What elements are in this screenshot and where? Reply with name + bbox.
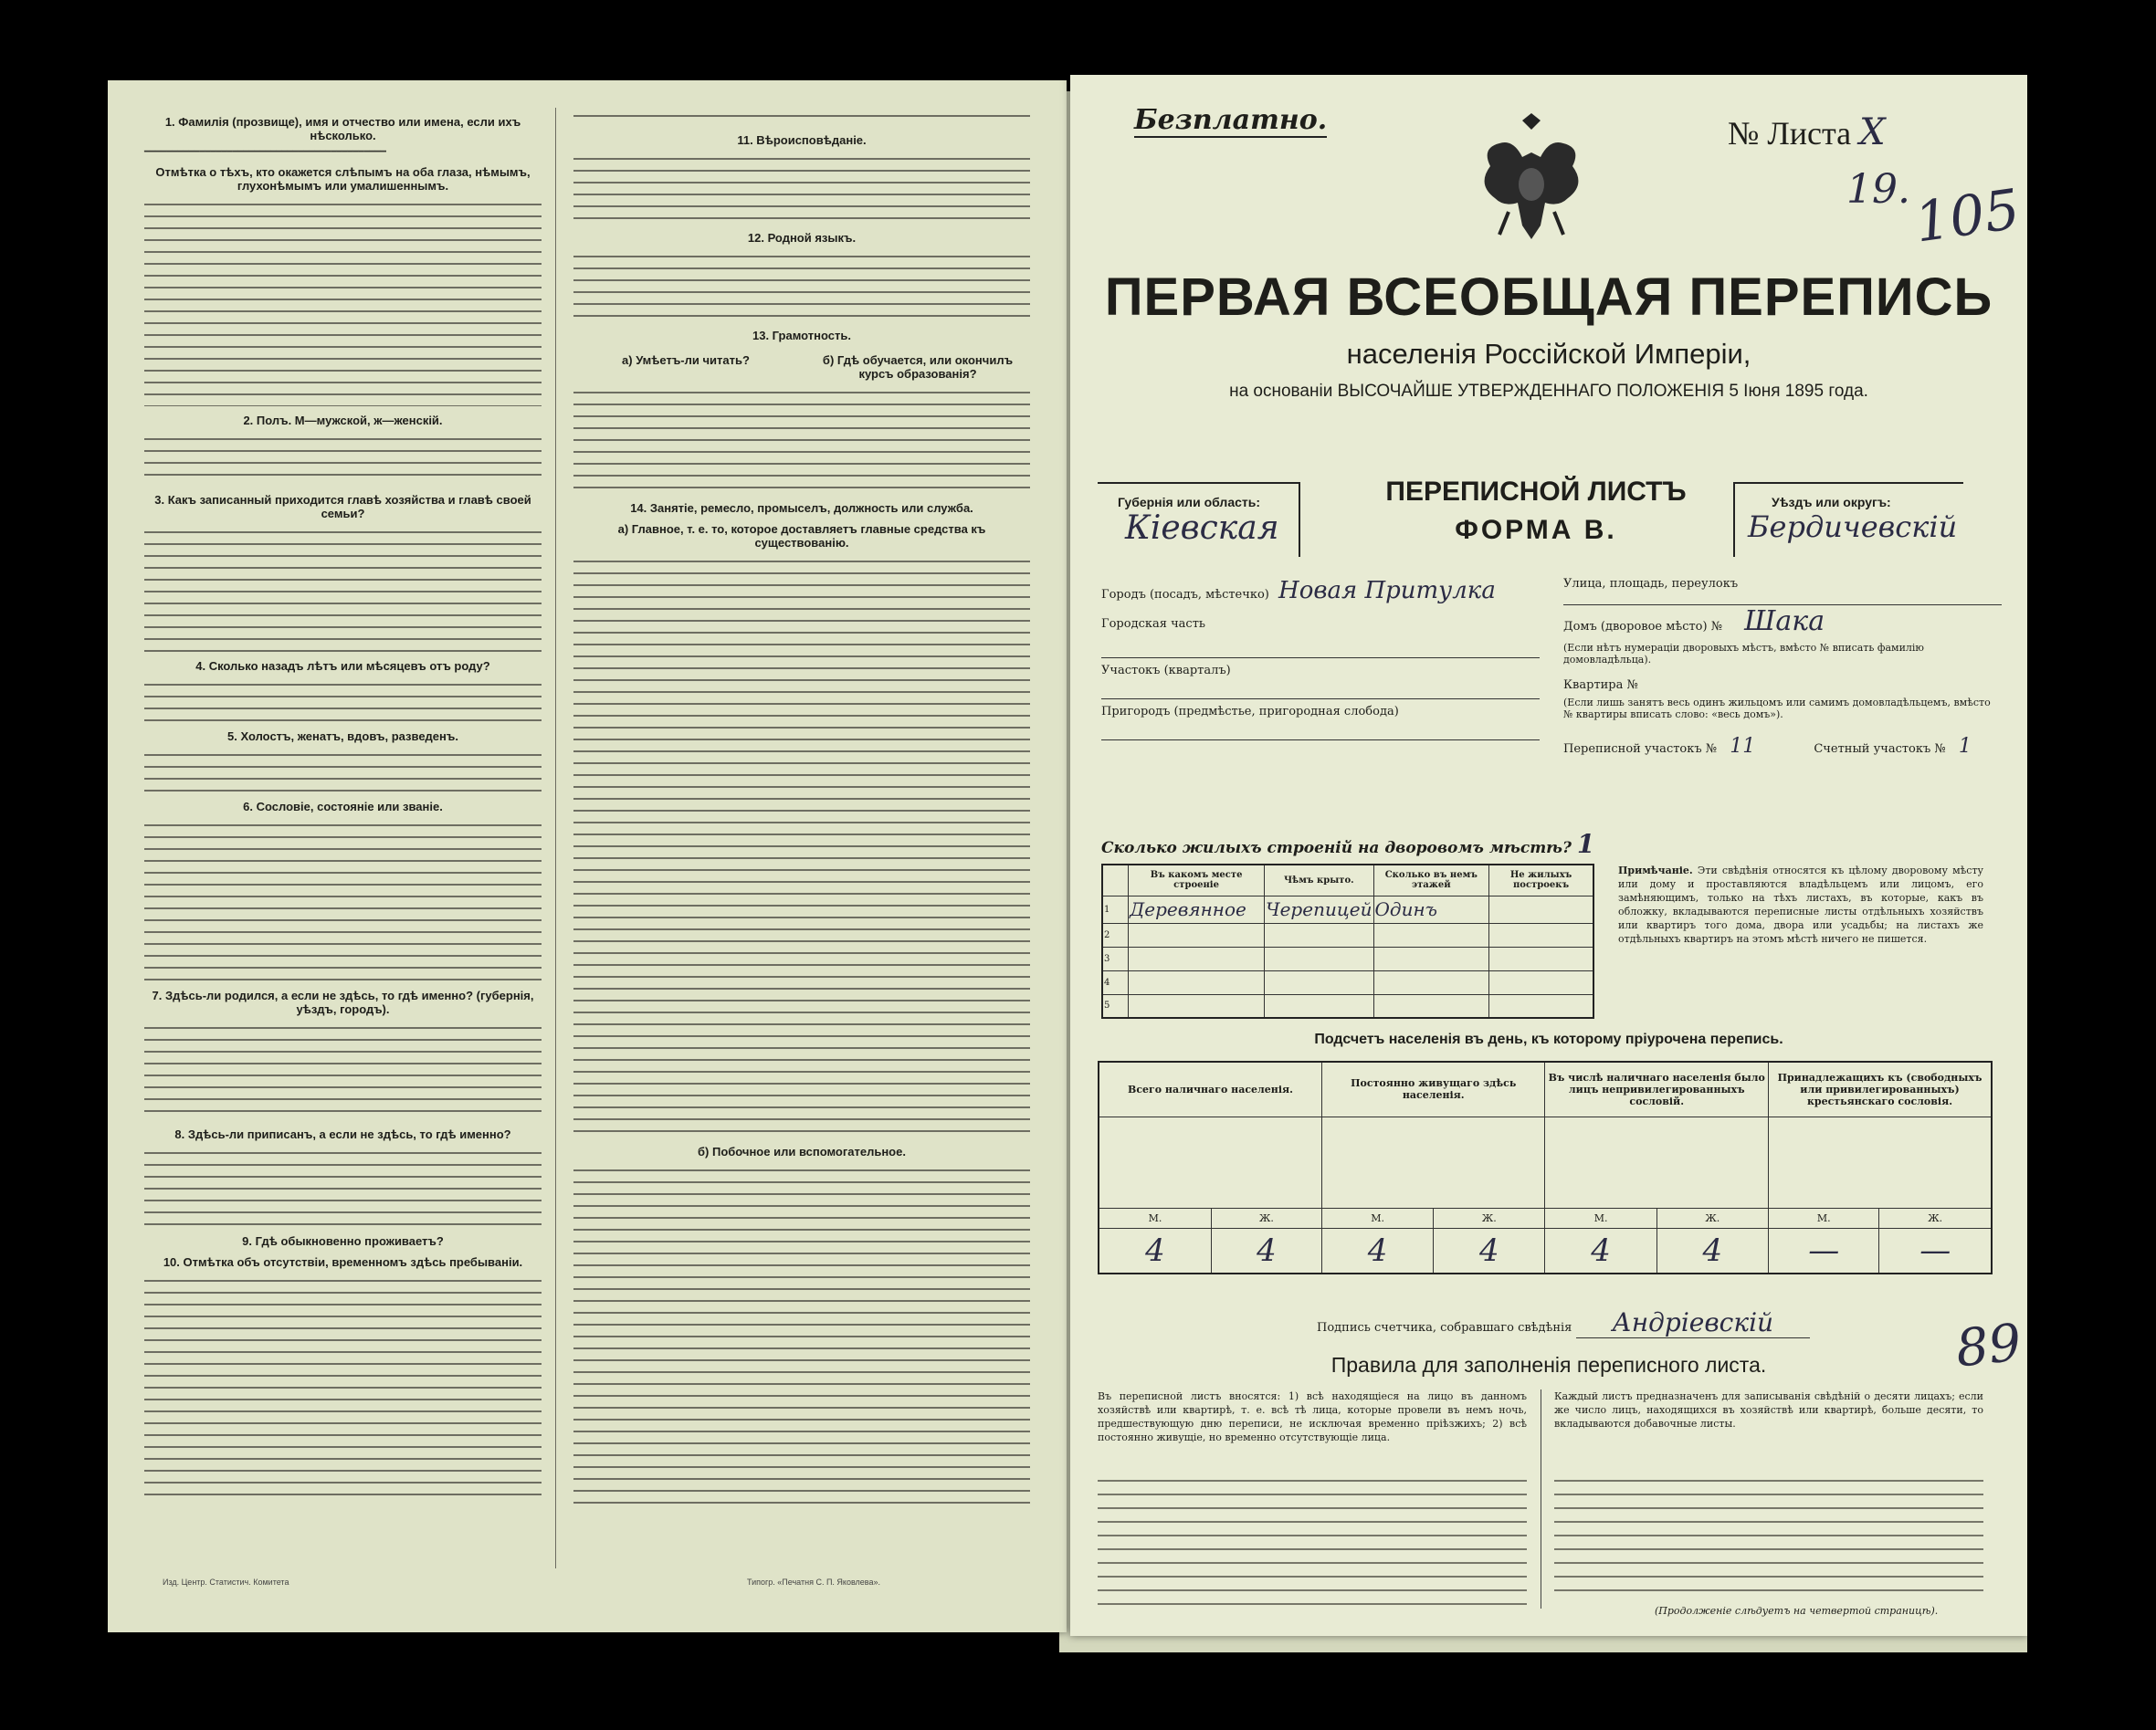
right-page bbox=[1070, 75, 2027, 1636]
sex-label: М. bbox=[1545, 1208, 1656, 1228]
table-cell[interactable] bbox=[1129, 994, 1265, 1018]
city-part-field[interactable] bbox=[1101, 617, 1540, 658]
count-header-row bbox=[1099, 1062, 1992, 1117]
printer-footer: Типогр. «Печатня С. П. Яковлева». bbox=[747, 1578, 880, 1587]
filler-text bbox=[144, 676, 542, 722]
count-value[interactable]: 4 bbox=[1211, 1228, 1321, 1274]
table-cell[interactable] bbox=[1373, 994, 1489, 1018]
sex-label: Ж. bbox=[1211, 1208, 1321, 1228]
census-district-value[interactable]: 11 bbox=[1730, 735, 1756, 758]
house-field[interactable] bbox=[1563, 605, 2002, 642]
row-number: 2 bbox=[1102, 923, 1129, 947]
filler-text bbox=[144, 1145, 542, 1227]
filler-text bbox=[573, 108, 1030, 126]
page-subtitle: населенія Россійской Имперіи, bbox=[1346, 338, 1751, 370]
filler-text bbox=[573, 384, 1030, 494]
house-note: (Если нѣтъ нумераціи дворовыхъ мѣстъ, вмѣсто № вписать фамилію домовладѣльца). bbox=[1563, 642, 1924, 666]
handwritten-margin-number: 89 bbox=[1952, 1313, 2025, 1379]
count-instruction-row bbox=[1099, 1117, 1992, 1208]
table-cell[interactable] bbox=[1265, 923, 1373, 947]
table-cell[interactable] bbox=[1373, 970, 1489, 994]
census-district-label: Переписной участокъ № bbox=[1563, 742, 1718, 756]
table-cell[interactable] bbox=[1265, 994, 1373, 1018]
suburb-field[interactable] bbox=[1101, 705, 1540, 740]
sheet-number-label: № Листа bbox=[1728, 115, 1852, 152]
buildings-header-row bbox=[1102, 865, 1593, 896]
city-value[interactable]: Новая Притулка bbox=[1278, 577, 1496, 604]
section-heading: 2. Полъ. М—мужской, ж—женскій. bbox=[243, 414, 443, 427]
section-heading: 7. Здѣсь-ли родился, а если не здѣсь, то гдѣ именно? (губернія, уѣздъ, городъ). bbox=[152, 989, 534, 1016]
street-label: Улица, площадь, переулокъ bbox=[1563, 577, 1739, 591]
table-cell[interactable] bbox=[1489, 947, 1593, 970]
filler-text bbox=[144, 1020, 542, 1120]
table-cell[interactable] bbox=[1129, 970, 1265, 994]
filler-text bbox=[573, 1162, 1030, 1509]
count-value[interactable]: — bbox=[1879, 1228, 1992, 1274]
house-value: Шака bbox=[1744, 605, 1825, 637]
basis-line: на основаніи ВЫСОЧАЙШЕ УТВЕРЖДЕННАГО ПОЛОЖЕНІЯ 5 Іюня 1895 года. bbox=[1229, 382, 1868, 401]
table-cell[interactable]: Деревянное bbox=[1129, 896, 1265, 923]
table-cell[interactable] bbox=[1489, 970, 1593, 994]
sheet-number-struck: X bbox=[1859, 111, 1886, 153]
section-heading: 10. Отмѣтка объ отсутствіи, временномъ здѣсь пребываніи. bbox=[163, 1255, 523, 1269]
filler-text bbox=[573, 553, 1030, 1138]
province-label: Губернія или область: bbox=[1118, 495, 1261, 509]
count-value[interactable]: 4 bbox=[1656, 1228, 1768, 1274]
count-col-header: Въ числѣ наличнаго населенія было лицъ непривилегированныхъ сословій. bbox=[1545, 1062, 1769, 1117]
police-district-field[interactable] bbox=[1101, 664, 1540, 699]
suburb-label: Пригородъ (предмѣстье, пригородная слобода) bbox=[1101, 705, 1399, 718]
district-box bbox=[1733, 482, 1963, 557]
table-row bbox=[1102, 923, 1593, 947]
signature-row bbox=[1317, 1307, 1810, 1337]
filler-text bbox=[144, 817, 542, 981]
buildings-col-header: Въ какомъ месте строеніе bbox=[1129, 865, 1265, 896]
census-district-row bbox=[1563, 735, 2002, 759]
table-cell[interactable] bbox=[1373, 923, 1489, 947]
section-heading: 4. Сколько назадъ лѣтъ или мѣсяцевъ отъ роду? bbox=[195, 659, 490, 673]
sex-label: М. bbox=[1099, 1208, 1211, 1228]
section-heading: б) Гдѣ обучается, или окончилъ курсъ образованія? bbox=[822, 353, 1014, 381]
handwritten-number: 105 bbox=[1910, 177, 2024, 256]
row-number: 3 bbox=[1102, 947, 1129, 970]
filler-text bbox=[573, 248, 1030, 321]
section-heading: 8. Здѣсь-ли приписанъ, а если не здѣсь, то гдѣ именно? bbox=[174, 1127, 511, 1141]
count-value-row bbox=[1099, 1228, 1992, 1274]
table-row bbox=[1102, 947, 1593, 970]
form-letter: ФОРМА В. bbox=[1455, 515, 1617, 545]
row-number: 1 bbox=[1102, 896, 1129, 923]
table-cell[interactable] bbox=[1265, 947, 1373, 970]
left-page bbox=[108, 80, 1067, 1632]
district-value[interactable]: Бердичевскій bbox=[1748, 509, 1958, 544]
row-number: 4 bbox=[1102, 970, 1129, 994]
apartment-field[interactable] bbox=[1563, 678, 2002, 697]
apartment-label: Квартира № bbox=[1563, 678, 1638, 692]
street-field[interactable] bbox=[1563, 577, 2002, 605]
free-label: Безплатно. bbox=[1134, 104, 1328, 136]
section-heading: 13. Грамотность. bbox=[752, 329, 851, 342]
rules-continued: (Продолженіе слѣдуетъ на четвертой страницѣ). bbox=[1655, 1605, 1939, 1617]
table-cell[interactable] bbox=[1489, 896, 1593, 923]
section-heading: 11. Вѣроисповѣданіе. bbox=[737, 133, 867, 147]
table-cell[interactable] bbox=[1489, 994, 1593, 1018]
table-row bbox=[1102, 994, 1593, 1018]
filler-text bbox=[144, 431, 542, 486]
table-cell[interactable] bbox=[1129, 923, 1265, 947]
police-district-label: Участокъ (кварталъ) bbox=[1101, 664, 1231, 677]
province-box bbox=[1098, 482, 1300, 557]
note-text: Эти свѣдѣнія относятся къ цѣлому дворовому мѣсту или дому и проставляются владѣльцемъ или лицомъ, его замѣняющимъ, только на тѣхъ листахъ, въ которые, какъ въ обложку, вкладываются переписные листы отдѣльныхъ хозяйствъ или квартиръ того дома, двора или усадьбы; на листахъ же отдѣльныхъ квартиръ на этомъ мѣстѣ ничего не пишется. bbox=[1618, 865, 1983, 945]
section-heading: 14. Занятіе, ремесло, промыселъ, должность или служба. bbox=[630, 501, 973, 515]
table-cell[interactable] bbox=[1265, 970, 1373, 994]
count-value[interactable]: 4 bbox=[1099, 1228, 1211, 1274]
note-title: Примѣчаніе. bbox=[1618, 865, 1693, 876]
house-label: Домъ (дворовое мѣсто) № bbox=[1563, 620, 1723, 634]
rules-right: Каждый листъ предназначенъ для записыванія свѣдѣній о десяти лицахъ; если же число лицъ, находящихся въ хозяйствѣ или квартирѣ, больше десяти, то вкладываются добавочные листы. bbox=[1554, 1390, 1983, 1430]
count-subheader-row bbox=[1099, 1208, 1992, 1228]
buildings-table bbox=[1101, 864, 1594, 1019]
sex-label: М. bbox=[1321, 1208, 1433, 1228]
rules-left: Въ переписной листъ вносятся: 1) всѣ находящіеся на лицо въ данномъ хозяйствѣ или квартирѣ, т. е. всѣ тѣ лица, которые провели въ немъ ночь, предшествующую дню переписи, не исключая временно пріѣзжихъ; 2) всѣ постоянно живущіе, но временно отсутствующіе лица. bbox=[1098, 1390, 1527, 1443]
signature-value[interactable]: Андріевскій bbox=[1576, 1307, 1811, 1338]
count-col-header: Принадлежащихъ къ (свободныхъ или привилегированныхъ) крестьянскаго сословія. bbox=[1768, 1062, 1992, 1117]
address-left bbox=[1101, 577, 1540, 740]
count-value[interactable]: 4 bbox=[1434, 1228, 1545, 1274]
apartment-note: (Если лишь занятъ весь одинъ жильцомъ или самимъ домовладѣльцемъ, вмѣсто № квартиры вписать слово: «весь домъ»). bbox=[1563, 697, 1991, 720]
buildings-col-header: Чѣмъ крыто. bbox=[1265, 865, 1373, 896]
filler-text bbox=[144, 1273, 542, 1501]
filler-text: ━━━━━━━━━━━━━━━━━━━━━━━━━━━━━━━━━━━━━━━━━━━━ bbox=[144, 147, 386, 157]
table-cell[interactable] bbox=[1129, 947, 1265, 970]
section-heading: 3. Какъ записанный приходится главѣ хозяйства и главѣ своей семьи? bbox=[154, 493, 531, 520]
imperial-eagle-icon bbox=[1472, 111, 1591, 248]
buildings-question-row bbox=[1101, 829, 1594, 859]
table-cell[interactable]: Черепицей bbox=[1265, 896, 1373, 923]
rules-heading: Правила для заполненія переписного листа. bbox=[1330, 1353, 1767, 1377]
rules-filler bbox=[1554, 1472, 1983, 1599]
section-heading: а) Умѣетъ-ли читать? bbox=[622, 353, 750, 367]
sex-label: М. bbox=[1768, 1208, 1878, 1228]
sex-label: Ж. bbox=[1434, 1208, 1545, 1228]
sex-label: Ж. bbox=[1656, 1208, 1768, 1228]
rules-filler bbox=[1098, 1472, 1527, 1609]
sheet-number-group bbox=[1728, 111, 1886, 153]
left-column-2 bbox=[573, 108, 1030, 1513]
filler-text bbox=[144, 747, 542, 792]
city-part-label: Городская часть bbox=[1101, 617, 1205, 631]
table-cell[interactable] bbox=[1373, 947, 1489, 970]
buildings-value[interactable]: 1 bbox=[1576, 829, 1595, 859]
section-heading: 6. Сословіе, состояніе или званіе. bbox=[243, 800, 443, 813]
row-number: 5 bbox=[1102, 994, 1129, 1018]
filler-text bbox=[144, 524, 542, 652]
section-heading: Отмѣтка о тѣхъ, кто окажется слѣпымъ на оба глаза, нѣмымъ, глухонѣмымъ или умалишеннымъ. bbox=[155, 165, 531, 193]
buildings-col-header: Не жилыхъ построекъ bbox=[1489, 865, 1593, 896]
province-value[interactable]: Кіевская bbox=[1125, 509, 1279, 547]
section-heading: б) Побочное или вспомогательное. bbox=[698, 1145, 906, 1159]
page-title: ПЕРВАЯ ВСЕОБЩАЯ ПЕРЕПИСЬ bbox=[1104, 267, 1993, 327]
left-column-1 bbox=[144, 108, 542, 1505]
buildings-col-header: Сколько въ немъ этажей bbox=[1373, 865, 1489, 896]
filler-text bbox=[144, 196, 542, 406]
filler-text bbox=[573, 151, 1030, 224]
section-heading: а) Главное, т. е. то, которое доставляетъ главные средства къ существованію. bbox=[617, 522, 986, 550]
table-cell[interactable] bbox=[1489, 923, 1593, 947]
buildings-question: Сколько жилыхъ строеній на дворовомъ мѣстѣ? bbox=[1101, 839, 1572, 857]
section-heading: 5. Холостъ, женатъ, вдовъ, разведенъ. bbox=[227, 729, 458, 743]
section-heading: 12. Родной языкъ. bbox=[747, 231, 857, 245]
count-col-header: Всего наличнаго населенія. bbox=[1099, 1062, 1321, 1117]
section-heading: 9. Гдѣ обыкновенно проживаетъ? bbox=[242, 1234, 444, 1248]
handwritten-sheet-number: 19. bbox=[1846, 166, 1910, 213]
form-title: ПЕРЕПИСНОЙ ЛИСТЪ bbox=[1385, 477, 1687, 507]
address-right bbox=[1563, 577, 2002, 759]
counting-district-label: Счетный участокъ № bbox=[1814, 742, 1946, 756]
count-table bbox=[1098, 1061, 1993, 1274]
table-cell[interactable]: Одинъ bbox=[1373, 896, 1489, 923]
sex-label: Ж. bbox=[1879, 1208, 1992, 1228]
count-value[interactable]: 4 bbox=[1321, 1228, 1433, 1274]
column-divider bbox=[555, 108, 556, 1568]
count-value[interactable]: 4 bbox=[1545, 1228, 1656, 1274]
section-heading: 1. Фамилія (прозвище), имя и отчество или имена, если ихъ нѣсколько. bbox=[164, 115, 521, 142]
table-row bbox=[1102, 896, 1593, 923]
printer-footer: Изд. Центр. Статистич. Комитета bbox=[163, 1578, 289, 1587]
count-heading: Подсчетъ населенія въ день, къ которому пріурочена перепись. bbox=[1314, 1032, 1783, 1047]
note-block bbox=[1618, 864, 1983, 946]
city-label: Городъ (посадъ, мѣстечко) bbox=[1101, 588, 1269, 602]
signature-label: Подпись счетчика, собравшаго свѣдѣнія bbox=[1317, 1321, 1572, 1335]
counting-district-value[interactable]: 1 bbox=[1958, 735, 1972, 758]
count-col-header: Постоянно живущаго здѣсь населенія. bbox=[1321, 1062, 1545, 1117]
district-label: Уѣздъ или округъ: bbox=[1772, 495, 1891, 509]
count-value[interactable]: — bbox=[1768, 1228, 1878, 1274]
table-row bbox=[1102, 970, 1593, 994]
